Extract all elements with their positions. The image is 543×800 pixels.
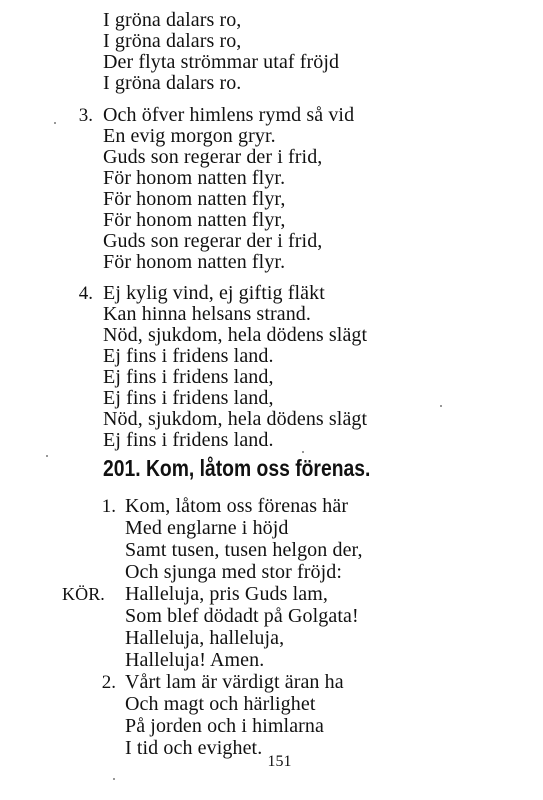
verse-line: Ej kylig vind, ej giftig fläkt [103,282,325,304]
verse-line: I gröna dalars ro, [103,9,242,31]
verse-line: Guds son regerar der i frid, [103,230,323,252]
verse-line: För honom natten flyr, [103,209,286,231]
verse-line: Och öfver himlens rymd så vid [103,104,355,126]
hymn-title: 201. Kom, låtom oss förenas. [103,455,371,481]
scan-speck [113,778,115,780]
verse-line: Ej fins i fridens land. [103,345,274,367]
verse-line: Halleluja, halleluja, [125,627,285,649]
scan-speck [46,455,48,457]
verse-line: På jorden och i himlarna [125,715,325,737]
verse-line: För honom natten flyr. [103,251,286,273]
verse-line: Ej fins i fridens land. [103,429,274,451]
verse-line: Med englarne i höjd [125,517,289,539]
verse-line: Ej fins i fridens land, [103,387,274,409]
verse-line: Nöd, sjukdom, hela dödens slägt [103,408,368,430]
verse-line: För honom natten flyr. [103,167,286,189]
verse-line: Ej fins i fridens land, [103,366,274,388]
verse-line: I tid och evighet. [125,737,263,759]
verse-line: Och magt och härlighet [125,693,316,715]
stanza-number: 1. [101,496,116,517]
chorus-label: KÖR. [62,584,105,604]
verse-line: Som blef dödadt på Golgata! [125,605,359,627]
verse-line: Halleluja, pris Guds lam, [125,583,329,605]
verse-line: Guds son regerar der i frid, [103,146,323,168]
scan-speck [54,122,56,124]
stanza-number: 4. [78,283,93,304]
stanza-number: 3. [78,105,93,126]
verse-line: Nöd, sjukdom, hela dödens slägt [103,324,368,346]
verse-line: För honom natten flyr, [103,188,286,210]
verse-line: En evig morgon gryr. [103,125,276,147]
verse-line: Halleluja! Amen. [125,649,265,671]
verse-line: I gröna dalars ro. [103,72,242,94]
stanza-number: 2. [101,672,116,693]
verse-line: Vårt lam är värdigt äran ha [125,671,344,693]
scan-speck [302,451,304,453]
verse-line: Kan hinna helsans strand. [103,303,312,325]
scan-speck [440,405,442,407]
verse-line: Der flyta strömmar utaf fröjd [103,51,340,73]
verse-line: Samt tusen, tusen helgon der, [125,539,363,561]
verse-line: I gröna dalars ro, [103,30,242,52]
verse-line: Kom, låtom oss förenas här [125,495,349,517]
verse-line: Och sjunga med stor fröjd: [125,561,343,583]
page-number: 151 [267,753,292,770]
